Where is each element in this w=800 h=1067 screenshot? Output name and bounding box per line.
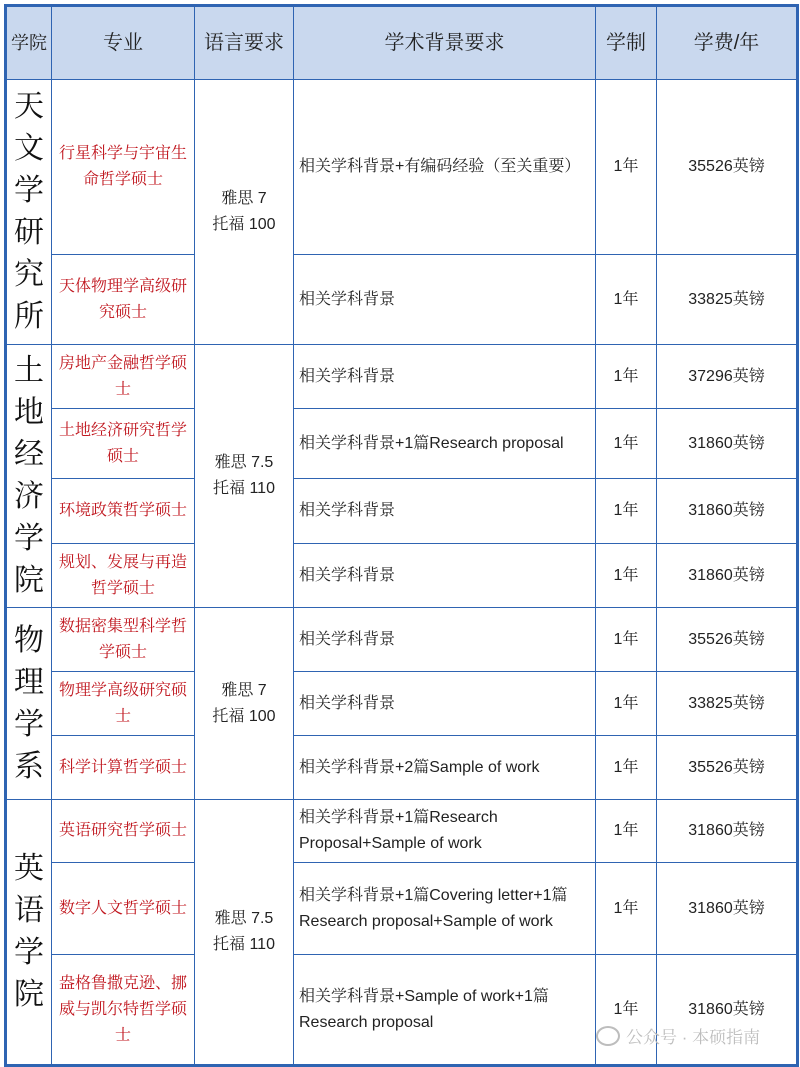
watermark [596,1023,760,1048]
toefl-requirement: 托福 110 [213,936,275,953]
table-row [6,736,798,800]
ielts-requirement: 雅思 7.5 [214,910,274,927]
table-row [6,345,798,409]
college-cell: 英语学院 [6,800,52,1066]
fee-cell: 33825英镑 [657,255,798,345]
background-cell: 相关学科背景 [294,544,596,608]
duration-cell: 1年 [596,672,657,736]
duration-cell: 1年 [596,608,657,672]
major-cell: 行星科学与宇宙生命哲学硕士 [52,80,195,255]
background-cell: 相关学科背景+1篇Covering letter+1篇Research proposal+Sample of work [294,863,596,955]
table-row [6,80,798,255]
admission-table [4,4,799,1067]
header-fee: 学费/年 [657,6,798,80]
fee-cell: 37296英镑 [657,345,798,409]
language-cell [195,608,294,800]
background-cell: 相关学科背景+1篇Research Proposal+Sample of work [294,800,596,863]
major-cell: 数字人文哲学硕士 [52,863,195,955]
duration-cell: 1年 [596,255,657,345]
header-duration: 学制 [596,6,657,80]
header-background: 学术背景要求 [294,6,596,80]
table-row [6,955,798,1066]
major-cell: 天体物理学高级研究硕士 [52,255,195,345]
header-language: 语言要求 [195,6,294,80]
duration-cell: 1年 [596,800,657,863]
language-cell [195,800,294,1066]
major-cell: 房地产金融哲学硕士 [52,345,195,409]
ielts-requirement: 雅思 7 [221,190,267,207]
major-cell: 土地经济研究哲学硕士 [52,409,195,479]
toefl-requirement: 托福 100 [212,216,276,233]
major-cell: 盎格鲁撒克逊、挪威与凯尔特哲学硕士 [52,955,195,1066]
background-cell: 相关学科背景+1篇Research proposal [294,409,596,479]
fee-cell: 33825英镑 [657,672,798,736]
ielts-requirement: 雅思 7.5 [214,454,274,471]
major-cell: 英语研究哲学硕士 [52,800,195,863]
fee-cell: 31860英镑 [657,544,798,608]
background-cell: 相关学科背景 [294,608,596,672]
duration-cell: 1年 [596,479,657,544]
fee-cell: 31860英镑 [657,409,798,479]
duration-cell: 1年 [596,544,657,608]
fee-cell: 35526英镑 [657,608,798,672]
fee-cell: 31860英镑 [657,800,798,863]
language-cell [195,80,294,345]
table-row [6,479,798,544]
duration-cell: 1年 [596,345,657,409]
major-cell: 科学计算哲学硕士 [52,736,195,800]
toefl-requirement: 托福 110 [213,480,275,497]
major-cell: 数据密集型科学哲学硕士 [52,608,195,672]
college-cell: 天文学研究所 [6,80,52,345]
table-row [6,863,798,955]
table-row [6,544,798,608]
fee-cell: 31860英镑 [657,863,798,955]
major-cell: 物理学高级研究硕士 [52,672,195,736]
toefl-requirement: 托福 100 [212,707,276,725]
background-cell: 相关学科背景+Sample of work+1篇Research proposal [294,955,596,1066]
fee-cell: 31860英镑 [657,479,798,544]
background-cell: 相关学科背景 [294,345,596,409]
duration-cell: 1年 [596,955,657,1066]
header-college: 学院 [6,6,52,80]
ielts-requirement: 雅思 7 [221,681,267,699]
background-cell: 相关学科背景 [294,255,596,345]
background-cell: 相关学科背景+有编码经验（至关重要） [294,80,596,255]
duration-cell: 1年 [596,863,657,955]
major-cell: 规划、发展与再造哲学硕士 [52,544,195,608]
header-row [6,6,798,80]
college-cell: 土地经济学院 [6,345,52,608]
table-row [6,255,798,345]
duration-cell: 1年 [596,80,657,255]
table-row [6,800,798,863]
fee-cell: 35526英镑 [657,736,798,800]
wechat-icon [596,1026,620,1046]
table-row [6,672,798,736]
background-cell: 相关学科背景+2篇Sample of work [294,736,596,800]
major-cell: 环境政策哲学硕士 [52,479,195,544]
table-row [6,409,798,479]
table-row [6,608,798,672]
fee-cell: 35526英镑 [657,80,798,255]
fee-cell: 31860英镑 [657,955,798,1066]
duration-cell: 1年 [596,409,657,479]
background-cell: 相关学科背景 [294,672,596,736]
duration-cell: 1年 [596,736,657,800]
watermark-text: 公众号 · 本硕指南 [626,1028,761,1047]
college-cell: 物理学系 [6,608,52,800]
language-cell [195,345,294,608]
background-cell: 相关学科背景 [294,479,596,544]
header-major: 专业 [52,6,195,80]
